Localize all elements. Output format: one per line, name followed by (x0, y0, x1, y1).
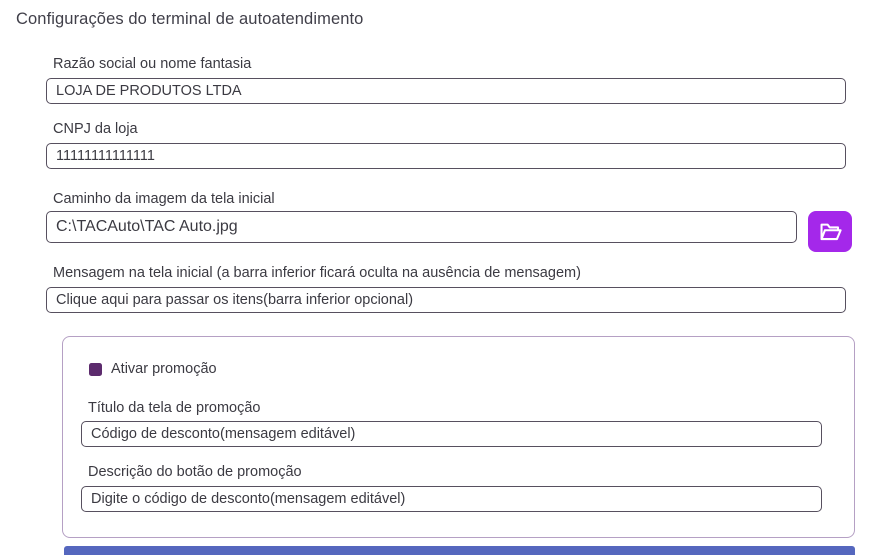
descricao-botao-promocao-label: Descrição do botão de promoção (88, 464, 302, 480)
bottom-bar[interactable] (64, 546, 855, 555)
page-title: Configurações do terminal de autoatendimento (16, 10, 364, 28)
promo-section (62, 336, 855, 538)
titulo-promocao-input[interactable] (81, 421, 822, 447)
cnpj-label: CNPJ da loja (53, 121, 138, 137)
caminho-imagem-input[interactable] (46, 211, 797, 243)
ativar-promocao-label: Ativar promoção (111, 361, 217, 377)
open-folder-icon (817, 219, 843, 245)
browse-image-button[interactable] (808, 211, 852, 252)
caminho-imagem-label: Caminho da imagem da tela inicial (53, 191, 275, 207)
titulo-promocao-label: Título da tela de promoção (88, 400, 261, 416)
razao-social-label: Razão social ou nome fantasia (53, 56, 252, 72)
descricao-botao-promocao-input[interactable] (81, 486, 822, 512)
mensagem-inicial-label: Mensagem na tela inicial (a barra inferior ficará oculta na ausência de mensagem) (53, 265, 581, 281)
mensagem-inicial-input[interactable] (46, 287, 846, 313)
razao-social-input[interactable] (46, 78, 846, 104)
cnpj-input[interactable] (46, 143, 846, 169)
ativar-promocao-checkbox[interactable] (89, 363, 102, 376)
